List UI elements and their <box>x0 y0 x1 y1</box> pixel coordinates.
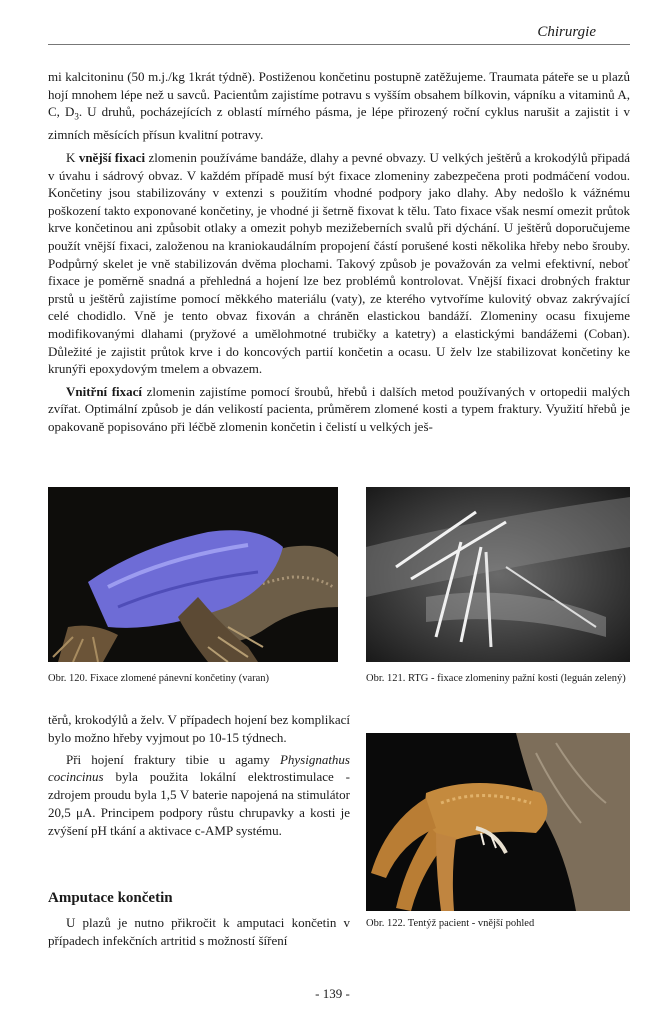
text-run: U plazů je nutno přikročit k amputaci končetin v případech infekčních artritid s možností šíření <box>48 915 350 948</box>
figure-121-xray <box>366 487 630 662</box>
bold-term: Vnitřní fixací <box>66 383 143 399</box>
body-text-amputation <box>48 914 350 950</box>
iguana-leg-image <box>366 733 630 911</box>
figure-120-photo <box>48 487 338 662</box>
text-run: zlomenin zajistíme pomocí šroubů, hřebů i dalších metod používaných v ortopedii malých zvířat. Optimální způsob je dán velikostí pacienta, průměrem zlomené kosti a typem fraktury. Využití hřebů je opakovaně popisováno při léčbě zlomenin končetin i čelistí u velkých ješ- <box>48 383 630 434</box>
figure-122-photo <box>366 733 630 911</box>
paragraph-electrostimulation <box>48 751 350 840</box>
text-run: byla použita lokální elektrostimulace - zdrojem proudu byla 1,5 V baterie napojená na stimulátor 20,5 μA. Principem podpory růstu chrupavky a kosti je zvýšení pH tkání a aktivace c-AMP systému. <box>48 769 350 838</box>
running-header <box>48 24 630 46</box>
header-title: Chirurgie <box>537 24 596 40</box>
monitor-lizard-bandage-image <box>48 487 338 662</box>
section-heading: Amputace končetin <box>48 890 173 906</box>
paragraph-pin-removal <box>48 711 350 747</box>
paragraph-internal-fixation <box>48 383 630 436</box>
text-run: Při hojení fraktury tibie u agamy <box>66 751 280 767</box>
figure-120-caption: Obr. 120. Fixace zlomené pánevní končetiny (varan) <box>48 673 270 684</box>
text-run: . U druhů, pocházejících z oblastí mírného pásma, je lépe přirozený roční cyklus narušit a zajistit i v zimních měsících přísun kvalitní potravy. <box>48 104 630 143</box>
xray-pins-image <box>366 487 630 662</box>
header-rule <box>48 44 630 45</box>
text-run: mi kalcitoninu (50 m.j./kg 1krát týdně). Postiženou končetinu postupně zatěžujeme. Traumata páteře se u plazů hojí mnohem lépe než u savců. Pacientům zajistíme potravu s vyšším obsahem bílkovin, vápníku a vitaminů A, C, D <box>48 69 630 120</box>
text-run: K <box>66 149 79 165</box>
figure-122-caption: Obr. 122. Tentýž pacient - vnější pohled <box>366 918 535 929</box>
subscript: 3 <box>74 111 79 122</box>
text-run: zlomenin používáme bandáže, dlahy a pevné obvazy. U velkých ještěrů a krokodýlů připadá v úvahu i sádrový obvaz. V každém případě musí být fixace zlomeniny zabezpečena proti podmáčení vodou. Končetiny jsou stabilizovány v extenzi s použitím vhodné podpory jako dlahy. Aby nedošlo k vážnému poškození takto exponované končetiny, je vhodné ji šetrně fixovat k tělu. Tato fixace však nesmí omezit průtok krve končetinou ani způsobit otlaky a omezit pohyb mezižeberních svalů při dýchání. U ještěrů doporučujeme použít vnější fixaci, založenou na kraniokaudálním propojení částí porušené kosti několika hřeby nebo šrouby. Podpůrný skelet je vně stabilizován dvěma plochami. Takový způsob je považován za velmi efektivní, neboť fixace je poměrně snadná a přehledná a hojení lze bez problémů kontrolovat. Vnější fixaci drobných fraktur prstů u ještěrů zajistíme pomocí měkkého materiálu (vaty), ze kterého vytvoříme kulovitý obvaz zakrývající celé chodidlo. Vně je tento obvaz fixován a chráněn elastickou bandáží. Zlomeniny ocasu fixujeme modifikovanými dlahami (pryžové a umělohmotné trubičky a katetry) a elastickými bandážemi (Coban). Důležité je zajistit průtok krve i do koncových partií končetin a ocasu. U želv lze stabilizovat končetiny ke krunýři epoxydovým tmelem a obvazem. <box>48 149 631 377</box>
figure-121-caption: Obr. 121. RTG - fixace zlomeniny pažní kosti (leguán zelený) <box>366 673 626 684</box>
page-number: - 139 - <box>315 986 350 1001</box>
paragraph-calcitonin <box>48 68 630 144</box>
body-text-left-column <box>48 711 350 840</box>
section-amputation <box>48 890 350 907</box>
paragraph-external-fixation <box>48 149 630 378</box>
bold-term: vnější fixaci <box>78 149 146 165</box>
paragraph-amputation <box>48 914 350 950</box>
body-text-top <box>48 68 630 435</box>
italic-term: Physignathus cocincinus <box>48 751 350 785</box>
text-run: těrů, krokodýlů a želv. V případech hojení bez komplikací bylo možno hřeby vyjmout po 10-15 týdnech. <box>48 712 350 745</box>
